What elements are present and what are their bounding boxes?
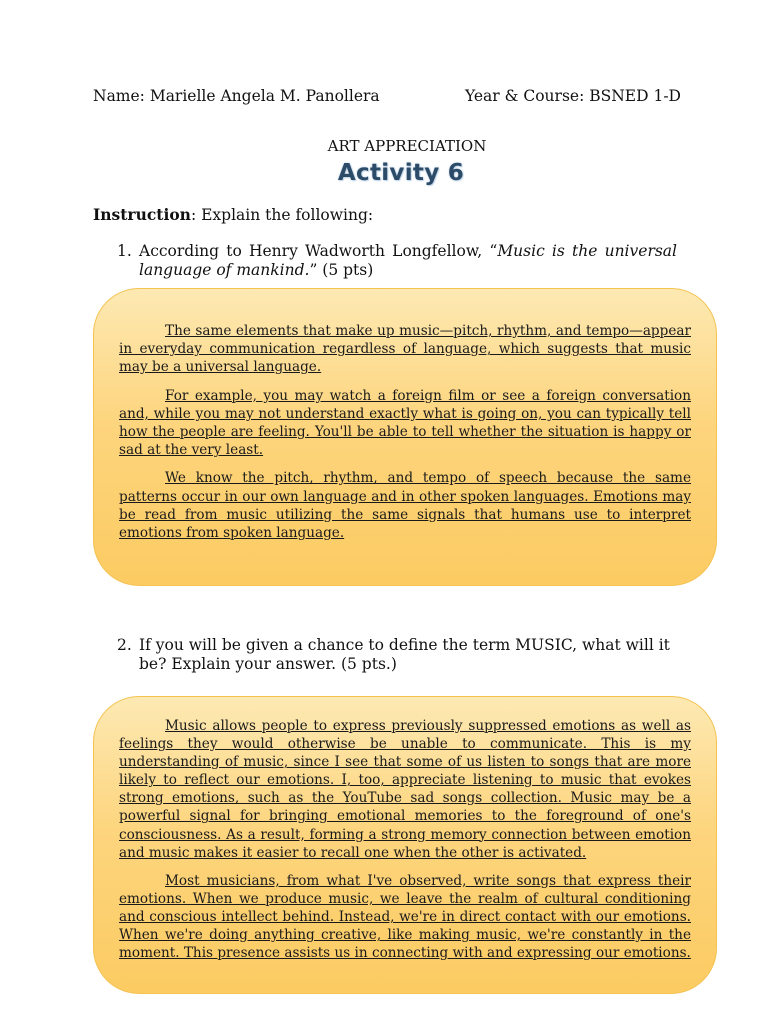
instruction-text: : Explain the following: xyxy=(190,206,374,224)
question-text xyxy=(139,242,677,280)
answer-paragraph: For example, you may watch a foreign film or see a foreign conversation and, while you may not understand exactly what is going on, you can typically tell how the people are feeling. You'll be able to tell whether the situation is happy or sad at the very least. xyxy=(119,387,691,459)
question-number: 1. xyxy=(117,242,132,260)
question-text: If you will be given a chance to define the term MUSIC, what will it be? Explain your answer. (5 pts.) xyxy=(139,636,670,673)
question-1 xyxy=(117,242,677,280)
instruction-label: Instruction xyxy=(93,205,191,224)
question-suffix: ” (5 pts) xyxy=(309,261,374,279)
year-course: Year & Course: BSNED 1-D xyxy=(465,87,681,105)
subject-heading: ART APPRECIATION xyxy=(327,137,487,155)
question-prefix: According to Henry Wadworth Longfellow, “ xyxy=(139,242,498,260)
question-number: 2. xyxy=(117,636,132,654)
answer-box-2 xyxy=(93,696,717,994)
question-quote: Music is the universal language of mankind. xyxy=(139,242,677,279)
instruction xyxy=(93,205,373,224)
question-2 xyxy=(117,636,677,674)
answer-paragraph: The same elements that make up music—pitch, rhythm, and tempo—appear in everyday communication regardless of language, which suggests that music may be a universal language. xyxy=(119,323,691,376)
student-name: Name: Marielle Angela M. Panollera xyxy=(93,87,380,105)
answer-box-1 xyxy=(93,288,717,586)
answer-paragraph: Music allows people to express previously suppressed emotions as well as feelings they would otherwise be unable to communicate. This is my understanding of music, since I see that some of us listen to songs that are more likely to reflect our emotions. I, too, appreciate listening to music that evokes strong emotions, such as the YouTube sad songs collection. Music may be a powerful signal for bringing emotional memories to the foreground of one's consciousness. As a result, forming a strong memory connection between emotion and music makes it easier to recall one when the other is activated. xyxy=(119,718,691,861)
page-title: Activity 6 xyxy=(337,160,465,186)
answer-paragraph: Most musicians, from what I've observed, write songs that express their emotions. When we produce music, we leave the realm of cultural conditioning and conscious intellect behind. Instead, we're in direct contact with our emotions. When we're doing anything creative, like making music, we're constantly in the moment. This presence assists us in connecting with and expressing our emotions. xyxy=(119,872,691,962)
answer-paragraph: We know the pitch, rhythm, and tempo of speech because the same patterns occur in our own language and in other spoken languages. Emotions may be read from music utilizing the same signals that humans use to interpret emotions from spoken language. xyxy=(119,470,691,542)
